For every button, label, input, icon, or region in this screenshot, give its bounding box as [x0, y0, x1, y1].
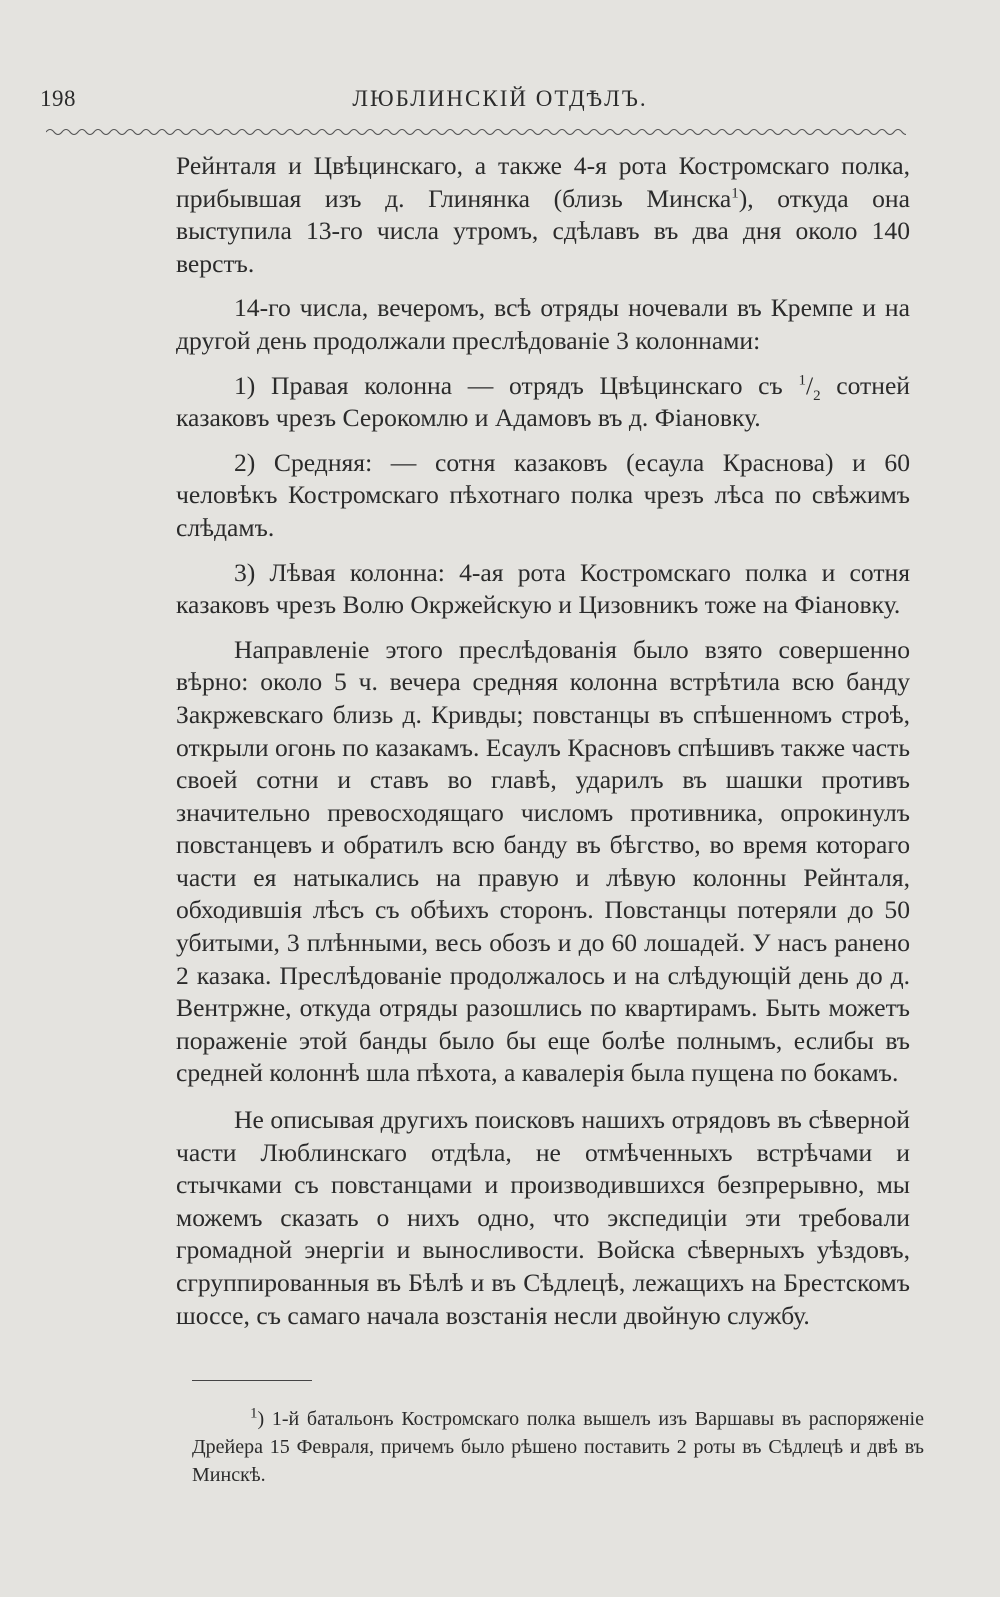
- paragraph-1: [176, 150, 910, 280]
- page-header: [0, 86, 1000, 126]
- footnote-paragraph: [192, 1405, 924, 1489]
- body-text: [176, 150, 910, 1332]
- footnote-separator: [192, 1380, 312, 1381]
- paragraph-3-text-b: сотней казаковъ чрезъ Серокомлю и Адамовъ въ д. Фіановку.: [176, 370, 910, 433]
- paragraph-1-text-a: Рейнталя и Цвѣцинскаго, а также 4-я рота Костромскаго полка, прибывшая изъ д. Глинянка (близь Минска: [176, 151, 910, 213]
- paragraph-5: 3) Лѣвая колонна: 4-ая рота Костромскаго полка и сотня казаковъ чрезъ Волю Окржейскую и Цизовникъ тоже на Фіановку.: [176, 557, 910, 620]
- fraction-numerator: 1: [798, 372, 806, 389]
- footnote-text: ) 1-й батальонъ Костромскаго полка вышелъ изъ Варшавы въ распоряженіе Дрейера 15 Февраля, причемъ было рѣшено поставить 2 роты въ Сѣдлецѣ и двѣ въ Минскѣ.: [192, 1408, 924, 1486]
- paragraph-3-text-a: 1) Правая колонна — отрядъ Цвѣцинскаго съ: [234, 370, 799, 400]
- paragraph-1-text-b: ), откуда она выступила 13-го числа утромъ, сдѣлавъ въ два дня около 140 верстъ.: [176, 183, 910, 278]
- page-number: 198: [40, 86, 76, 111]
- footnote: [192, 1405, 924, 1489]
- paragraph-6: Направленіе этого преслѣдованія было взято совершенно вѣрно: около 5 ч. вечера средняя колонна встрѣтила всю банду Закржевскаго близь д. Кривды; повстанцы въ спѣшенномъ строѣ, открыли огонь по казакамъ. Есаулъ Красновъ спѣшивъ также часть своей сотни и ставъ во главѣ, ударилъ въ шашки противъ значительно превосходящаго числомъ противника, опрокинулъ повстанцевъ и обратилъ всю банду въ бѣгство, во время котораго части ея натыкались на правую и лѣвую колонны Рейнталя, обходившія лѣсъ съ обѣихъ сторонъ. Повстанцы потеряли до 50 убитыми, 3 плѣнными, весь обозъ и до 60 лошадей. У насъ ранено 2 казака. Преслѣдованіе продолжалось и на слѣдующій день до д. Вентржне, откуда отряды разошлись по квартирамъ. Быть можетъ пораженіе этой банды было бы еще болѣе полнымъ, еслибы въ средней колоннѣ шла пѣхота, а кавалерія была пущена по бокамъ.: [176, 634, 910, 1088]
- footnote-reference: 1: [731, 185, 739, 202]
- paragraph-2: 14-го числа, вечеромъ, всѣ отряды ночевали въ Кремпе и на другой день продолжали преслѣдованіе 3 колоннами:: [176, 293, 910, 355]
- paragraph-3: [176, 370, 910, 435]
- fraction-denominator: 2: [813, 387, 821, 404]
- paragraph-4: 2) Средняя: — сотня казаковъ (есаула Краснова) и 60 человѣкъ Костромскаго пѣхотнаго полка чрезъ лѣса по свѣжимъ слѣдамъ.: [176, 447, 910, 542]
- fraction-slash: /: [805, 370, 814, 400]
- footnote-marker: 1: [250, 1405, 258, 1422]
- running-title: ЛЮБЛИНСКІЙ ОТДѢЛЪ.: [352, 86, 648, 111]
- header-ornamental-rule: [46, 126, 906, 138]
- paragraph-7: Не описывая другихъ поисковъ нашихъ отрядовъ въ сѣверной части Люблинскаго отдѣла, не отмѣченныхъ встрѣчами и стычками съ повстанцами и производившихся безпрерывно, мы можемъ сказать о нихъ одно, что экспедиціи эти требовали громадной энергіи и выносливости. Войска сѣверныхъ уѣздовъ, сгруппированныя въ Бѣлѣ и въ Сѣдлецѣ, лежащихъ на Брестскомъ шоссе, съ самаго начала возстанія несли двойную службу.: [176, 1105, 910, 1330]
